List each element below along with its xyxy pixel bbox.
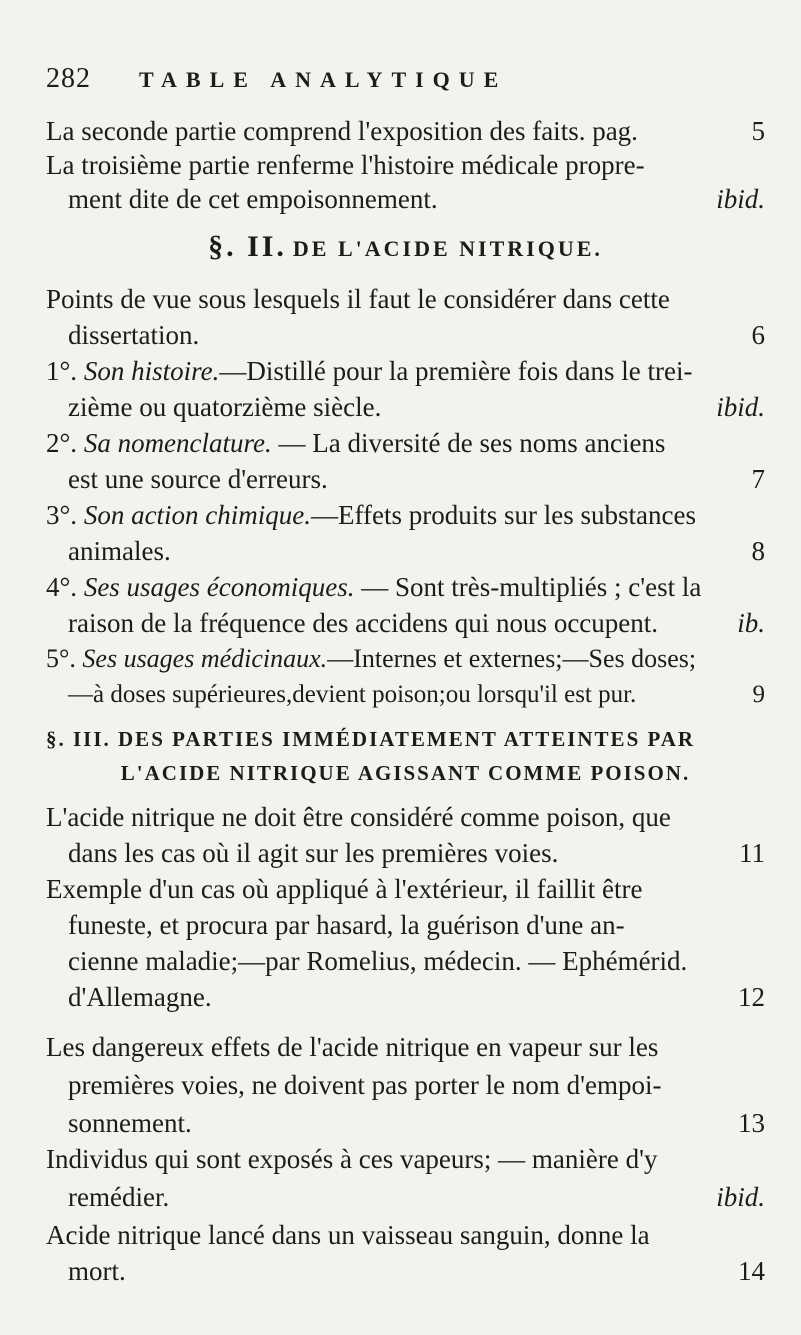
- section-heading-cont: L'ACIDE NITRIQUE AGISSANT COMME POISON.: [120, 761, 691, 785]
- entry-line: mort. 14: [68, 1256, 765, 1286]
- entry-line: Acide nitrique lancé dans un vaisseau sanguin, donne la: [46, 1220, 650, 1250]
- entry-line: zième ou quatorzième siècle. ibid.: [68, 392, 765, 422]
- running-title: TABLE ANALYTIQUE: [139, 67, 508, 92]
- page-number: 282: [46, 63, 91, 94]
- entry-line: 2°. Sa nomenclature. — La diversité de ses noms anciens: [46, 428, 666, 458]
- section-heading: §. II. DE L'ACIDE NITRIQUE.: [208, 230, 603, 263]
- entry-line: Les dangereux effets de l'acide nitrique en vapeur sur les: [46, 1032, 659, 1062]
- entry-line: —à doses supérieures,devient poison;ou lorsqu'il est pur. 9: [68, 681, 765, 708]
- entry-line: sonnement. 13: [68, 1108, 765, 1138]
- entry-line: cienne maladie;—par Romelius, médecin. — Ephémérid.: [68, 946, 688, 976]
- entry-line: La seconde partie comprend l'exposition des faits. pag. 5: [46, 116, 765, 146]
- entry-line: animales. 8: [68, 536, 765, 566]
- entry-line: ment dite de cet empoisonnement. ibid.: [68, 184, 765, 214]
- entry-line: 1°. Son histoire.—Distillé pour la première fois dans le trei-: [46, 356, 693, 386]
- entry-line: Individus qui sont exposés à ces vapeurs; — manière d'y: [46, 1144, 658, 1174]
- entry-line: est une source d'erreurs. 7: [68, 464, 765, 494]
- entry-line: dissertation. 6: [68, 320, 765, 350]
- entry-line: Exemple d'un cas où appliqué à l'extérieur, il faillit être: [46, 874, 643, 904]
- entry-line: remédier. ibid.: [68, 1182, 765, 1212]
- entry-line: 4°. Ses usages économiques. — Sont très-multipliés ; c'est la: [46, 572, 702, 602]
- entry-line: raison de la fréquence des accidens qui nous occupent. ib.: [68, 608, 765, 638]
- entry-line: premières voies, ne doivent pas porter le nom d'empoi-: [68, 1070, 662, 1100]
- entry-line: Points de vue sous lesquels il faut le considérer dans cette: [46, 284, 670, 314]
- entry-line: dans les cas où il agit sur les premières voies. 11: [68, 838, 765, 868]
- entry-line: La troisième partie renferme l'histoire médicale propre-: [46, 150, 645, 180]
- entry-line: 3°. Son action chimique.—Effets produits sur les substances: [46, 500, 696, 530]
- entry-line: funeste, et procura par hasard, la guérison d'une an-: [68, 910, 625, 940]
- entry-line: d'Allemagne. 12: [68, 982, 765, 1012]
- section-heading: §. III. DES PARTIES IMMÉDIATEMENT ATTEINTES PAR: [46, 727, 696, 751]
- page-header: [46, 62, 765, 97]
- entry-line: 5°. Ses usages médicinaux.—Internes et externes;—Ses doses;: [46, 644, 697, 673]
- entry-line: L'acide nitrique ne doit être considéré comme poison, que: [46, 802, 671, 832]
